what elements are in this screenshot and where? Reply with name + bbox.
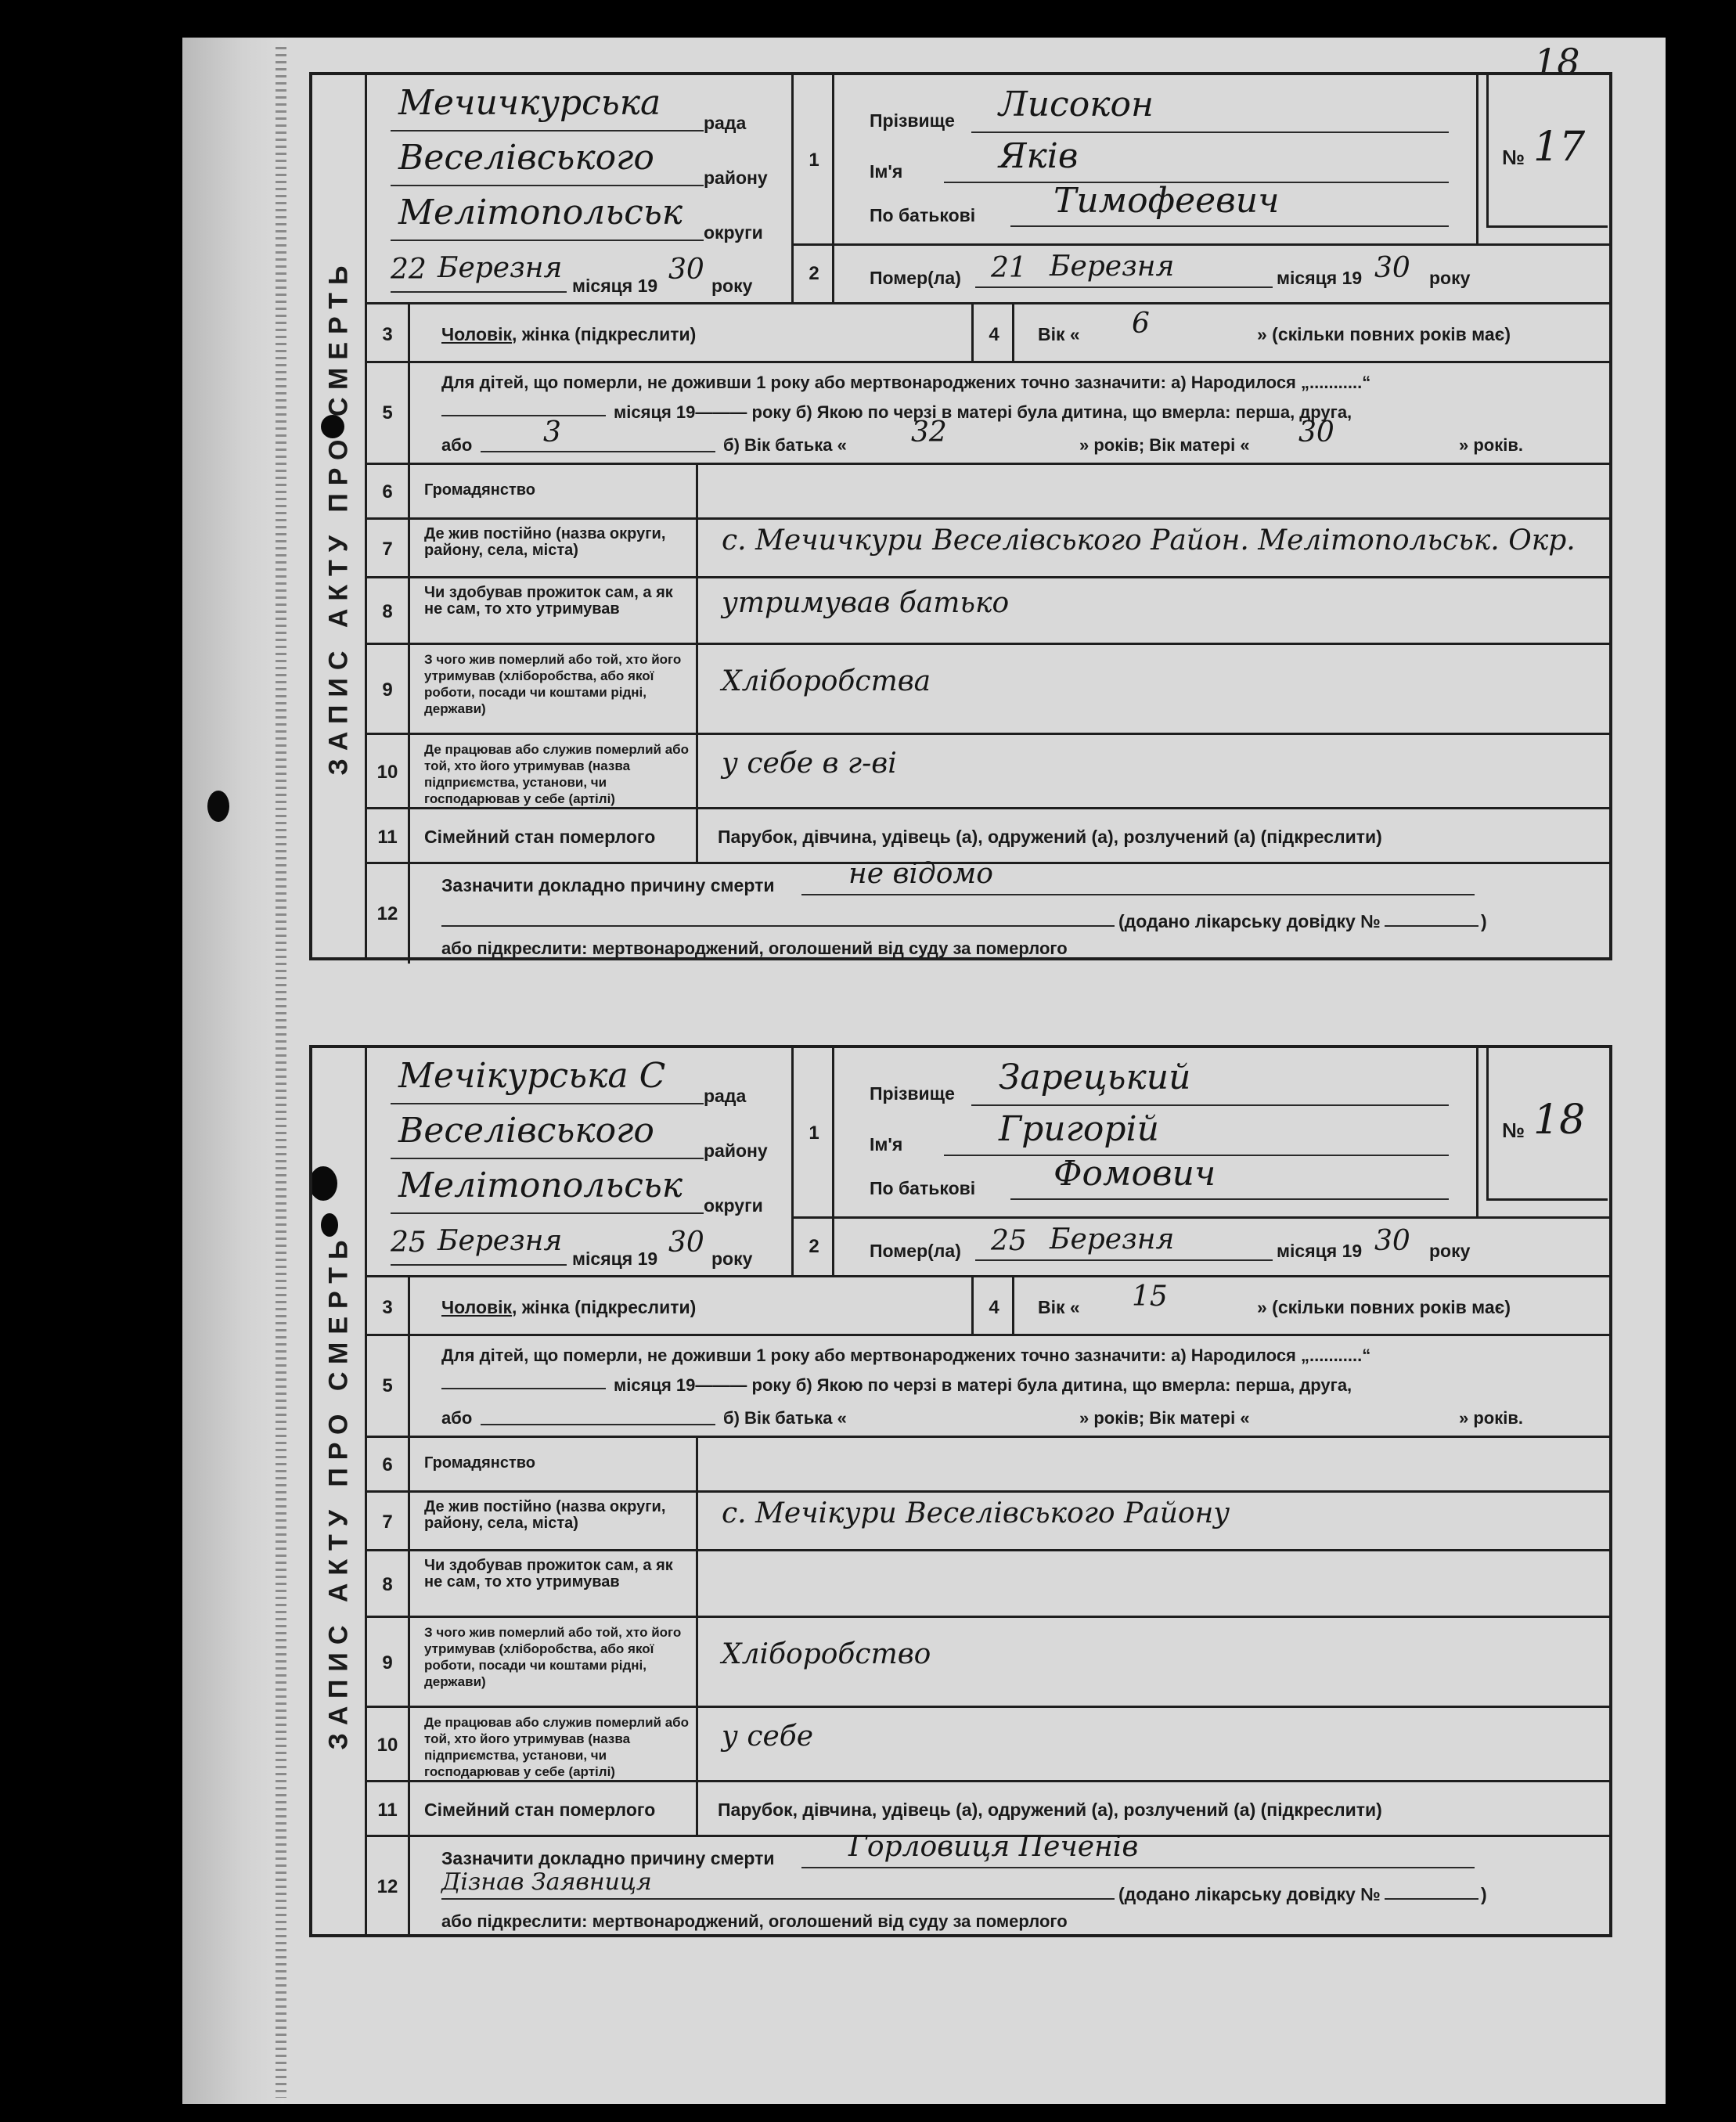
row-number: 1: [809, 1122, 819, 1144]
row-num-2-cell: [791, 1216, 832, 1275]
district-label: району: [704, 1140, 768, 1161]
registration-year-label: року: [711, 1248, 753, 1269]
council-block: [367, 75, 791, 302]
row-label: Де жив постійно (назва округи, району, села, міста): [424, 525, 666, 559]
marital-row: [367, 1780, 1612, 1835]
name-value: Григорій: [999, 1109, 1159, 1149]
died-year-label: року: [1429, 268, 1471, 288]
registration-month: Березня: [438, 1225, 563, 1257]
cause-row: [367, 858, 1612, 961]
patronymic-value: Фомович: [1053, 1154, 1216, 1194]
children-line1: Для дітей, що померли, не доживши 1 року або мертвонароджених точно зазначити: а) Народилося „...........“: [441, 373, 1371, 392]
cause-value: не відомо: [848, 858, 993, 890]
death-record-form: [309, 1045, 1612, 1937]
father-age-label: б) Вік батька «: [723, 1408, 847, 1428]
row-number: 8: [382, 600, 393, 622]
years-suffix: » років.: [1459, 1408, 1523, 1428]
council-label: рада: [704, 1086, 747, 1106]
row-num-1-cell: [791, 75, 832, 243]
surname-value: Лисокон: [999, 85, 1154, 124]
row-num-2-cell: [791, 243, 832, 302]
sex-age-row: [367, 302, 1612, 361]
marital-label: Сімейний стан померлого: [424, 827, 656, 847]
or-label: або підкреслити: мертвонароджений, оголошений від суду за померлого: [441, 939, 1068, 958]
children-line2: місяця 19——— року б) Якою по черзі в матері була дитина, що вмерла: перша, друга,: [614, 1375, 1352, 1395]
row-number: 7: [382, 538, 393, 560]
district-label: району: [704, 168, 768, 188]
registration-year: 30: [668, 1227, 704, 1259]
surname-label: Прізвище: [870, 110, 955, 131]
record-number-value: 18: [1533, 1097, 1586, 1144]
death-record-form: [309, 72, 1612, 960]
row-number: 10: [376, 1734, 398, 1756]
row-value: у себе: [722, 1720, 814, 1753]
row-number: 9: [382, 679, 393, 701]
children-or-label: або: [441, 435, 473, 455]
info-row-7: [367, 1490, 1612, 1549]
children-line2: місяця 19——— року б) Якою по черзі в матері була дитина, що вмерла: перша, друга,: [614, 402, 1352, 422]
record-number-label: №: [1502, 1119, 1525, 1142]
sex-label: Чоловік, жінка (підкреслити): [441, 324, 697, 344]
cause-row: [367, 1831, 1612, 1934]
row-number: 4: [989, 1297, 999, 1318]
died-day: 25: [991, 1225, 1027, 1257]
died-month-label: місяця 19: [1277, 1241, 1363, 1261]
died-year: 30: [1374, 252, 1410, 284]
patronymic-label: По батькові: [870, 1178, 976, 1198]
sex-label: Чоловік, жінка (підкреслити): [441, 1297, 697, 1317]
side-title-cell: [312, 75, 367, 957]
mother-age-label: » років; Вік матері «: [1079, 1408, 1250, 1428]
perforation: [276, 47, 286, 2098]
died-label: Помер(ла): [870, 268, 961, 288]
name-label: Ім'я: [870, 1134, 903, 1155]
info-row-6: [367, 1436, 1612, 1490]
okrug-label: округи: [704, 222, 763, 243]
side-title-cell: [312, 1048, 367, 1934]
row-number: 5: [382, 402, 393, 423]
or-label: або підкреслити: мертвонароджений, оголошений від суду за померлого: [441, 1911, 1068, 1931]
punch-hole: [207, 791, 229, 822]
info-row-7: [367, 517, 1612, 576]
name-label: Ім'я: [870, 161, 903, 182]
row-number: 12: [376, 903, 398, 924]
registration-month-label: місяця 19: [572, 1248, 658, 1269]
district-value: Веселівського: [398, 138, 654, 178]
row-number: 8: [382, 1573, 393, 1595]
row-number: 1: [809, 150, 819, 171]
died-year-label: року: [1429, 1241, 1471, 1261]
mother-age-value: 30: [1298, 416, 1334, 449]
row-number: 12: [376, 1876, 398, 1897]
died-year: 30: [1374, 1225, 1410, 1257]
cause-value: Горловиця Печенів: [848, 1831, 1139, 1863]
council-value: Мечичкурська: [398, 83, 661, 123]
registration-year: 30: [668, 254, 704, 286]
age-label: Вік «: [1038, 1297, 1080, 1317]
row-label: Де працював або служив померлий або той, хто його утримував (назва підприємства, установи, чи господарював у себе (артілі): [424, 742, 690, 806]
row-number: 7: [382, 1511, 393, 1533]
children-line1: Для дітей, що померли, не доживши 1 року або мертвонароджених точно зазначити: а) Народилося „...........“: [441, 1346, 1371, 1365]
row-number: 2: [809, 263, 819, 284]
children-row: [367, 1334, 1612, 1436]
side-title: ЗАПИС АКТУ ПРО СМЕРТЬ: [323, 258, 353, 775]
children-or-label: або: [441, 1408, 473, 1428]
info-row-8: [367, 1549, 1612, 1616]
row-label: Громадянство: [424, 481, 536, 499]
age-suffix: » (скільки повних років має): [1257, 324, 1511, 344]
row-value: Хліборобства: [722, 665, 931, 697]
age-suffix: » (скільки повних років має): [1257, 1297, 1511, 1317]
page-number: 18: [1534, 41, 1580, 83]
row-number: 10: [376, 761, 398, 783]
died-label: Помер(ла): [870, 1241, 961, 1261]
row-number: 9: [382, 1652, 393, 1673]
record-number-block: [1476, 75, 1609, 243]
row-number: 6: [382, 1454, 393, 1475]
row-number: 5: [382, 1375, 393, 1396]
side-title: ЗАПИС АКТУ ПРО СМЕРТЬ: [323, 1232, 353, 1750]
row-value: у себе в г-ві: [722, 747, 897, 780]
record-number-label: №: [1502, 146, 1525, 169]
patronymic-label: По батькові: [870, 205, 976, 225]
council-block: [367, 1048, 791, 1275]
marital-options: Парубок, дівчина, удівець (а), одружений (а), розлучений (а) (підкреслити): [718, 1800, 1382, 1820]
marital-label: Сімейний стан померлого: [424, 1800, 656, 1820]
father-age-value: 32: [911, 416, 947, 449]
row-number: 11: [377, 827, 398, 848]
row-number: 3: [382, 1297, 393, 1318]
father-age-label: б) Вік батька «: [723, 435, 847, 455]
patronymic-value: Тимофеевич: [1053, 181, 1280, 221]
sex-age-row: [367, 1275, 1612, 1334]
marital-row: [367, 807, 1612, 862]
children-order-value: 3: [543, 416, 561, 449]
name-block: [832, 1048, 1476, 1216]
died-day: 21: [991, 252, 1027, 284]
death-date-row: [832, 1216, 1612, 1275]
info-row-6: [367, 463, 1612, 517]
surname-value: Зарецький: [999, 1057, 1191, 1097]
registration-day: 25: [391, 1227, 427, 1259]
row-label: Громадянство: [424, 1454, 536, 1472]
cause-value-2: Дізнав Заявниця: [441, 1868, 652, 1896]
marital-options: Парубок, дівчина, удівець (а), одружений (а), розлучений (а) (підкреслити): [718, 827, 1382, 847]
row-label: Чи здобував прожиток сам, а як не сам, то хто утримував: [424, 1557, 673, 1591]
died-month: Березня: [1050, 1223, 1175, 1256]
row-num-1-cell: [791, 1048, 832, 1216]
death-date-row: [832, 243, 1612, 302]
row-number: 4: [989, 324, 999, 345]
years-suffix: » років.: [1459, 435, 1523, 455]
certificate-label: (додано лікарську довідку №: [1118, 911, 1381, 931]
row-value: с. Мечікури Веселівського Району: [722, 1497, 1230, 1529]
sex-man-underlined: Чоловік: [441, 1297, 513, 1317]
certificate-label: (додано лікарську довідку №: [1118, 1884, 1381, 1904]
row-number: 11: [377, 1800, 398, 1821]
info-row-9: [367, 643, 1612, 733]
certificate-close: ): [1481, 911, 1487, 931]
registration-month-label: місяця 19: [572, 276, 658, 296]
row-number: 2: [809, 1236, 819, 1257]
age-value: 6: [1132, 308, 1150, 340]
died-month: Березня: [1050, 250, 1175, 283]
binding-strip: [182, 38, 284, 2104]
cause-label: Зазначити докладно причину смерти: [441, 1848, 775, 1868]
district-value: Веселівського: [398, 1111, 654, 1151]
row-label: Де жив постійно (назва округи, району, села, міста): [424, 1498, 666, 1532]
info-row-8: [367, 576, 1612, 643]
row-number: 3: [382, 324, 393, 345]
name-block: [832, 75, 1476, 243]
age-value: 15: [1132, 1281, 1168, 1313]
row-label: З чого жив померлий або той, хто його утримував (хліборобства, або якої роботи, посади чи коштами рідні, держави): [424, 1625, 682, 1689]
age-label: Вік «: [1038, 324, 1080, 344]
council-value: Мечікурська С: [398, 1056, 666, 1096]
registration-month: Березня: [438, 252, 563, 284]
row-label: Де працював або служив померлий або той, хто його утримував (назва підприємства, установи, чи господарював у себе (артілі): [424, 1715, 690, 1779]
okrug-value: Мелітопольськ: [398, 193, 683, 232]
surname-label: Прізвище: [870, 1083, 955, 1104]
certificate-close: ): [1481, 1884, 1487, 1904]
cause-label: Зазначити докладно причину смерти: [441, 875, 775, 895]
registration-day: 22: [391, 254, 427, 286]
record-number-block: [1476, 1048, 1609, 1216]
row-value: с. Мечичкури Веселівського Район. Мелітопольськ. Окр.: [722, 524, 1576, 557]
record-number-value: 17: [1533, 124, 1586, 171]
info-row-10: [367, 733, 1612, 807]
row-number: 6: [382, 481, 393, 503]
row-label: Чи здобував прожиток сам, а як не сам, то хто утримував: [424, 584, 673, 618]
row-label: З чого жив померлий або той, хто його утримував (хліборобства, або якої роботи, посади чи коштами рідні, держави): [424, 652, 682, 716]
info-row-10: [367, 1706, 1612, 1780]
info-row-9: [367, 1616, 1612, 1706]
row-value: утримував батько: [722, 586, 1010, 619]
sex-man-underlined: Чоловік: [441, 324, 513, 344]
died-month-label: місяця 19: [1277, 268, 1363, 288]
name-value: Яків: [999, 136, 1079, 176]
council-label: рада: [704, 113, 747, 133]
okrug-label: округи: [704, 1195, 763, 1216]
mother-age-label: » років; Вік матері «: [1079, 435, 1250, 455]
okrug-value: Мелітопольськ: [398, 1165, 683, 1205]
row-value: Хліборобство: [722, 1637, 931, 1670]
registration-year-label: року: [711, 276, 753, 296]
children-row: [367, 361, 1612, 463]
